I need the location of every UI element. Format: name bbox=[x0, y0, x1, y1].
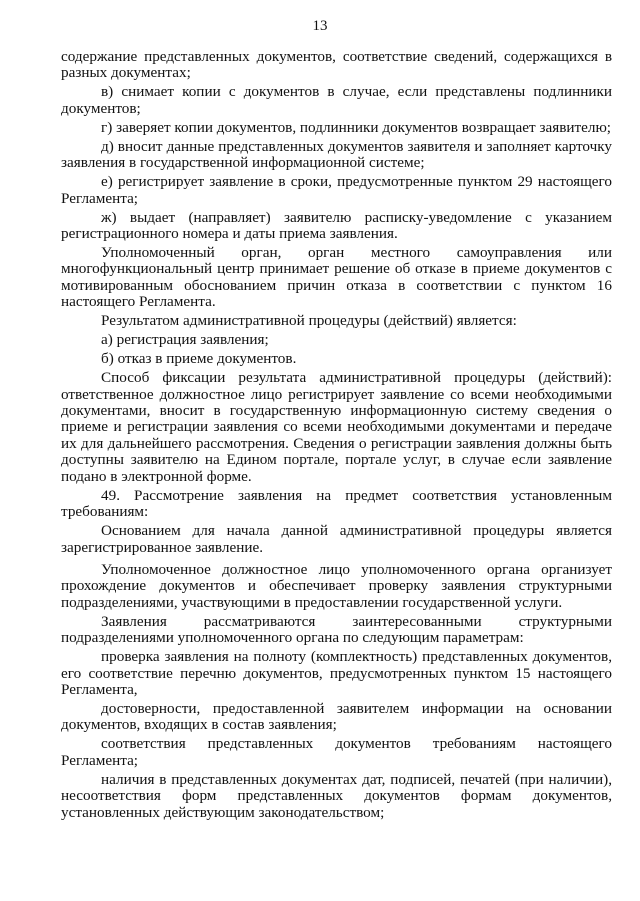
paragraph-item-e: е) регистрирует заявление в сроки, предусмотренные пунктом 29 настоящего Регламента; bbox=[61, 173, 612, 207]
paragraph-organizes: Уполномоченное должностное лицо уполномоченного органа организует прохождение документов и обеспечивает проверку заявления структурными подразделениями, участвующими в предоставлении государственной услуги. bbox=[61, 560, 612, 611]
document-body bbox=[61, 49, 612, 824]
page-number: 13 bbox=[312, 18, 328, 34]
paragraph-item-d: д) вносит данные представленных документов заявителя и заполняет карточку заявления в государственной информационной системе; bbox=[61, 137, 612, 172]
paragraph-item-zh: ж) выдает (направляет) заявителю расписку-уведомление с указанием регистрационного номера и даты приема заявления. bbox=[61, 208, 612, 243]
paragraph-item-g: г) заверяет копии документов, подлинники документов возвращает заявителю; bbox=[101, 118, 612, 136]
paragraph-check-completeness: проверка заявления на полноту (комплектность) представленных документов, его соответствие перечню документов, предусмотренных пунктом 15 настоящего Регламента, bbox=[61, 648, 612, 698]
paragraph-compliance: соответствия представленных документов требованиям настоящего Регламента; bbox=[61, 735, 612, 769]
paragraph-section-49: 49. Рассмотрение заявления на предмет соответствия установленным требованиям: bbox=[61, 486, 612, 521]
paragraph-item-v: в) снимает копии с документов в случае, если представлены подлинники документов; bbox=[61, 83, 612, 117]
paragraph-result-b: б) отказ в приеме документов. bbox=[101, 350, 297, 368]
paragraph-reliability: достоверности, предоставленной заявителем информации на основании документов, входящих в состав заявления; bbox=[61, 699, 612, 734]
paragraph-dates-signatures: наличия в представленных документах дат, подписей, печатей (при наличии), несоответствия форм представленных документов формам документов, установленных действующим законодательством; bbox=[61, 770, 612, 821]
paragraph-fixation: Способ фиксации результата административной процедуры (действий): ответственное должностное лицо регистрирует заявление со всеми необходимыми документами, вносит в государственную информационную систему сведения о приеме и регистрации заявления со всеми необходимыми документами и передаче их для дальнейшего рассмотрения. Сведения о регистрации заявления должны быть доступны заявителю на Едином портале, портале услуг, в случае если заявление подано в электронной форме. bbox=[61, 369, 612, 485]
paragraph-result-heading: Результатом административной процедуры (действий) является: bbox=[101, 312, 517, 330]
paragraph-basis: Основанием для начала данной административной процедуры является зарегистрированное заявление. bbox=[61, 522, 612, 556]
paragraph-parameters: Заявления рассматриваются заинтересованными структурными подразделениями уполномоченного органа по следующим параметрам: bbox=[61, 612, 612, 647]
paragraph-result-a: а) регистрация заявления; bbox=[101, 331, 269, 349]
paragraph-refusal: Уполномоченный орган, орган местного самоуправления или многофункциональный центр принимает решение об отказе в приеме документов с мотивированным обоснованием причин отказа в соответствии с пунктом 16 настоящего Регламента. bbox=[61, 244, 612, 311]
paragraph-continuation: содержание представленных документов, соответствие сведений, содержащихся в разных документах; bbox=[61, 48, 612, 82]
